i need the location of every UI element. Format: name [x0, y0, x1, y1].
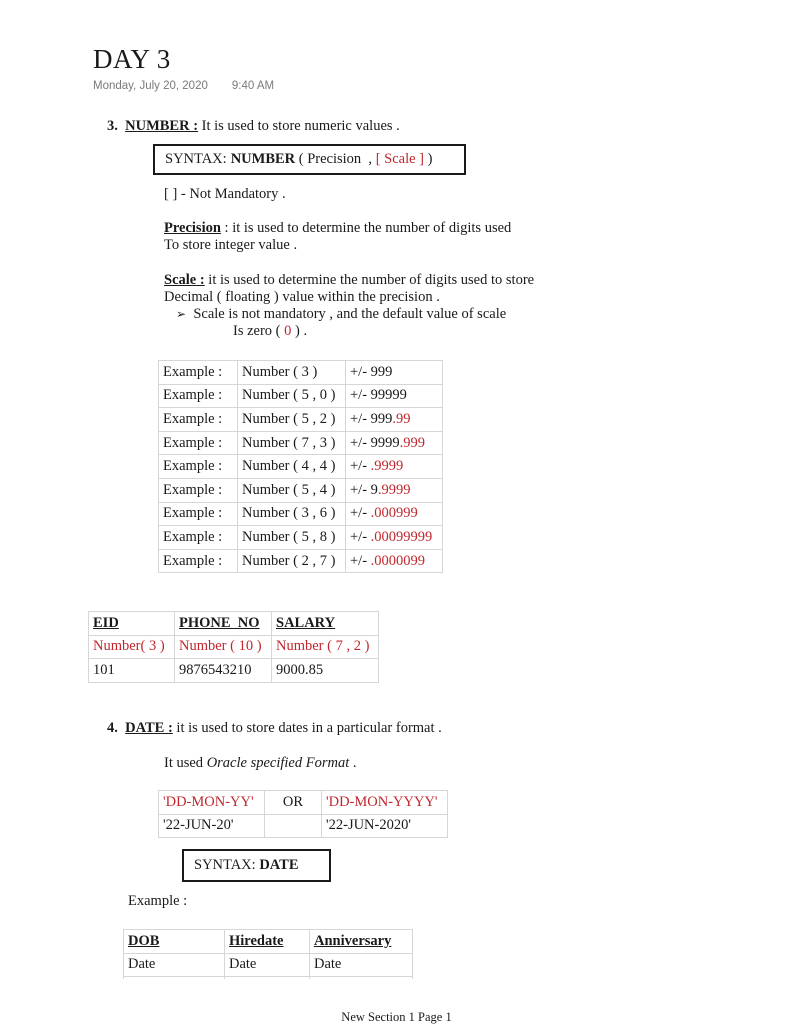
table-row-empty [124, 977, 413, 980]
range-integer: +/- 999 [350, 363, 393, 380]
date-example-table [123, 929, 413, 979]
example-range [346, 361, 443, 385]
example-label: Example : [159, 526, 238, 550]
example-type: Number ( 5 , 0 ) [238, 384, 346, 408]
syntax-keyword: DATE [259, 857, 299, 873]
oracle-note-italic: Oracle specified Format [206, 755, 350, 771]
table-row [124, 953, 413, 977]
header-salary: SALARY [272, 612, 379, 636]
range-decimal: .9999 [370, 458, 404, 475]
range-integer: +/- [350, 458, 371, 475]
scale-bullet-line1: Scale is not mandatory , and the default value of scale [193, 306, 507, 322]
scale-line1: it is used to determine the number of digits used to store [204, 272, 535, 288]
dob-type: Date [124, 953, 225, 977]
header-hiredate: Hiredate [225, 930, 310, 954]
example-label: Example : [159, 408, 238, 432]
range-decimal: .99 [392, 410, 411, 427]
number-syntax-box [153, 144, 466, 175]
example-long: '22-JUN-2020' [322, 814, 448, 838]
example-type: Number ( 4 , 4 ) [238, 455, 346, 479]
page-footer: New Section 1 Page 1 [341, 1010, 452, 1024]
example-label: Example : [159, 502, 238, 526]
empty-cell [265, 814, 322, 838]
example-type: Number ( 2 , 7 ) [238, 549, 346, 573]
header-dob: DOB [124, 930, 225, 954]
format-short: 'DD-MON-YY' [159, 791, 265, 815]
page-timestamp [93, 80, 274, 92]
header-anniversary: Anniversary [310, 930, 413, 954]
example-label: Example : [159, 478, 238, 502]
example-range [346, 408, 443, 432]
date-syntax-box [182, 849, 331, 882]
example-range [346, 431, 443, 455]
range-integer: +/- 9999 [350, 434, 400, 451]
example-row [159, 549, 443, 573]
example-label: Example : [159, 455, 238, 479]
scale-term: Scale : [164, 272, 205, 288]
header-eid: EID [89, 612, 175, 636]
precision-line2: To store integer value . [164, 237, 298, 253]
scale-zero-pre: Is zero ( [233, 323, 285, 339]
number-description: It is used to store numeric values . [198, 118, 400, 134]
page-date: Monday, July 20, 2020 [93, 80, 208, 92]
range-integer: +/- [350, 552, 371, 569]
example-row [159, 384, 443, 408]
employee-table [88, 611, 379, 683]
number-heading-line [107, 118, 400, 135]
example-label: Example : [159, 361, 238, 385]
example-row [159, 455, 443, 479]
syntax-open: ( Precision , [295, 151, 376, 167]
list-index: 4. [107, 720, 118, 736]
precision-line1: : it is used to determine the number of digits used [220, 220, 512, 236]
example-type: Number ( 5 , 2 ) [238, 408, 346, 432]
example-row [159, 502, 443, 526]
scale-bullet-line2 [233, 323, 307, 340]
range-decimal: .000999 [370, 505, 418, 522]
not-mandatory-note: [ ] - Not Mandatory . [164, 186, 286, 202]
example-range [346, 526, 443, 550]
phone-value: 9876543210 [175, 659, 272, 683]
date-example-label: Example : [128, 893, 188, 909]
example-label: Example : [159, 384, 238, 408]
page-title: DAY 3 [93, 44, 171, 74]
header-phone-no: PHONE NO [175, 612, 272, 636]
scale-bullet [176, 306, 506, 323]
anniversary-type: Date [310, 953, 413, 977]
table-row-values [89, 659, 379, 683]
range-decimal: .9999 [377, 481, 411, 498]
example-row [159, 361, 443, 385]
table-row [159, 814, 448, 838]
oracle-note-pre: It used [164, 755, 207, 771]
date-heading: DATE : [125, 720, 173, 736]
syntax-optional: [ Scale ] [375, 151, 424, 167]
example-range [346, 502, 443, 526]
range-decimal: .00099999 [370, 528, 433, 545]
syntax-keyword: NUMBER [230, 151, 296, 167]
example-type: Number ( 5 , 4 ) [238, 478, 346, 502]
range-integer: +/- 99999 [350, 387, 407, 404]
syntax-prefix: SYNTAX: [194, 857, 260, 873]
example-row [159, 408, 443, 432]
table-row-types [89, 635, 379, 659]
example-row [159, 431, 443, 455]
date-heading-line [107, 720, 442, 737]
example-type: Number ( 5 , 8 ) [238, 526, 346, 550]
oracle-format-note [164, 755, 357, 772]
salary-type: Number ( 7 , 2 ) [272, 635, 379, 659]
format-or: OR [265, 791, 322, 815]
example-label: Example : [159, 549, 238, 573]
format-long: 'DD-MON-YYYY' [322, 791, 448, 815]
range-decimal: .0000099 [370, 552, 426, 569]
range-integer: +/- [350, 505, 371, 522]
example-short: '22-JUN-20' [159, 814, 265, 838]
oracle-note-post: . [349, 755, 357, 771]
precision-term: Precision [164, 220, 221, 236]
scale-definition [164, 272, 534, 306]
scale-zero-post: ) . [291, 323, 308, 339]
example-range [346, 549, 443, 573]
example-type: Number ( 3 ) [238, 361, 346, 385]
date-description: it is used to store dates in a particular format . [172, 720, 442, 736]
eid-type: Number( 3 ) [89, 635, 175, 659]
arrow-bullet-icon: ➢ [176, 307, 187, 321]
eid-value: 101 [89, 659, 175, 683]
example-label: Example : [159, 431, 238, 455]
range-decimal: .999 [399, 434, 426, 451]
range-integer: +/- [350, 528, 371, 545]
phone-type: Number ( 10 ) [175, 635, 272, 659]
hiredate-type: Date [225, 953, 310, 977]
table-header-row [89, 612, 379, 636]
table-header-row [124, 930, 413, 954]
number-examples-table [158, 360, 443, 573]
scale-line2: Decimal ( floating ) value within the precision . [164, 289, 440, 305]
example-type: Number ( 3 , 6 ) [238, 502, 346, 526]
example-range [346, 478, 443, 502]
list-index: 3. [107, 118, 118, 134]
syntax-close: ) [424, 151, 433, 167]
scale-default-value: 0 [284, 323, 292, 339]
number-heading: NUMBER : [125, 118, 199, 134]
date-formats-table [158, 790, 448, 838]
range-integer: +/- 999 [350, 410, 393, 427]
example-range [346, 455, 443, 479]
example-range [346, 384, 443, 408]
table-row [159, 791, 448, 815]
example-row [159, 526, 443, 550]
precision-definition [164, 220, 511, 254]
example-type: Number ( 7 , 3 ) [238, 431, 346, 455]
syntax-prefix: SYNTAX: [165, 151, 227, 167]
page-time: 9:40 AM [231, 80, 275, 92]
example-row [159, 478, 443, 502]
salary-value: 9000.85 [272, 659, 379, 683]
range-integer: +/- 9 [350, 481, 378, 498]
